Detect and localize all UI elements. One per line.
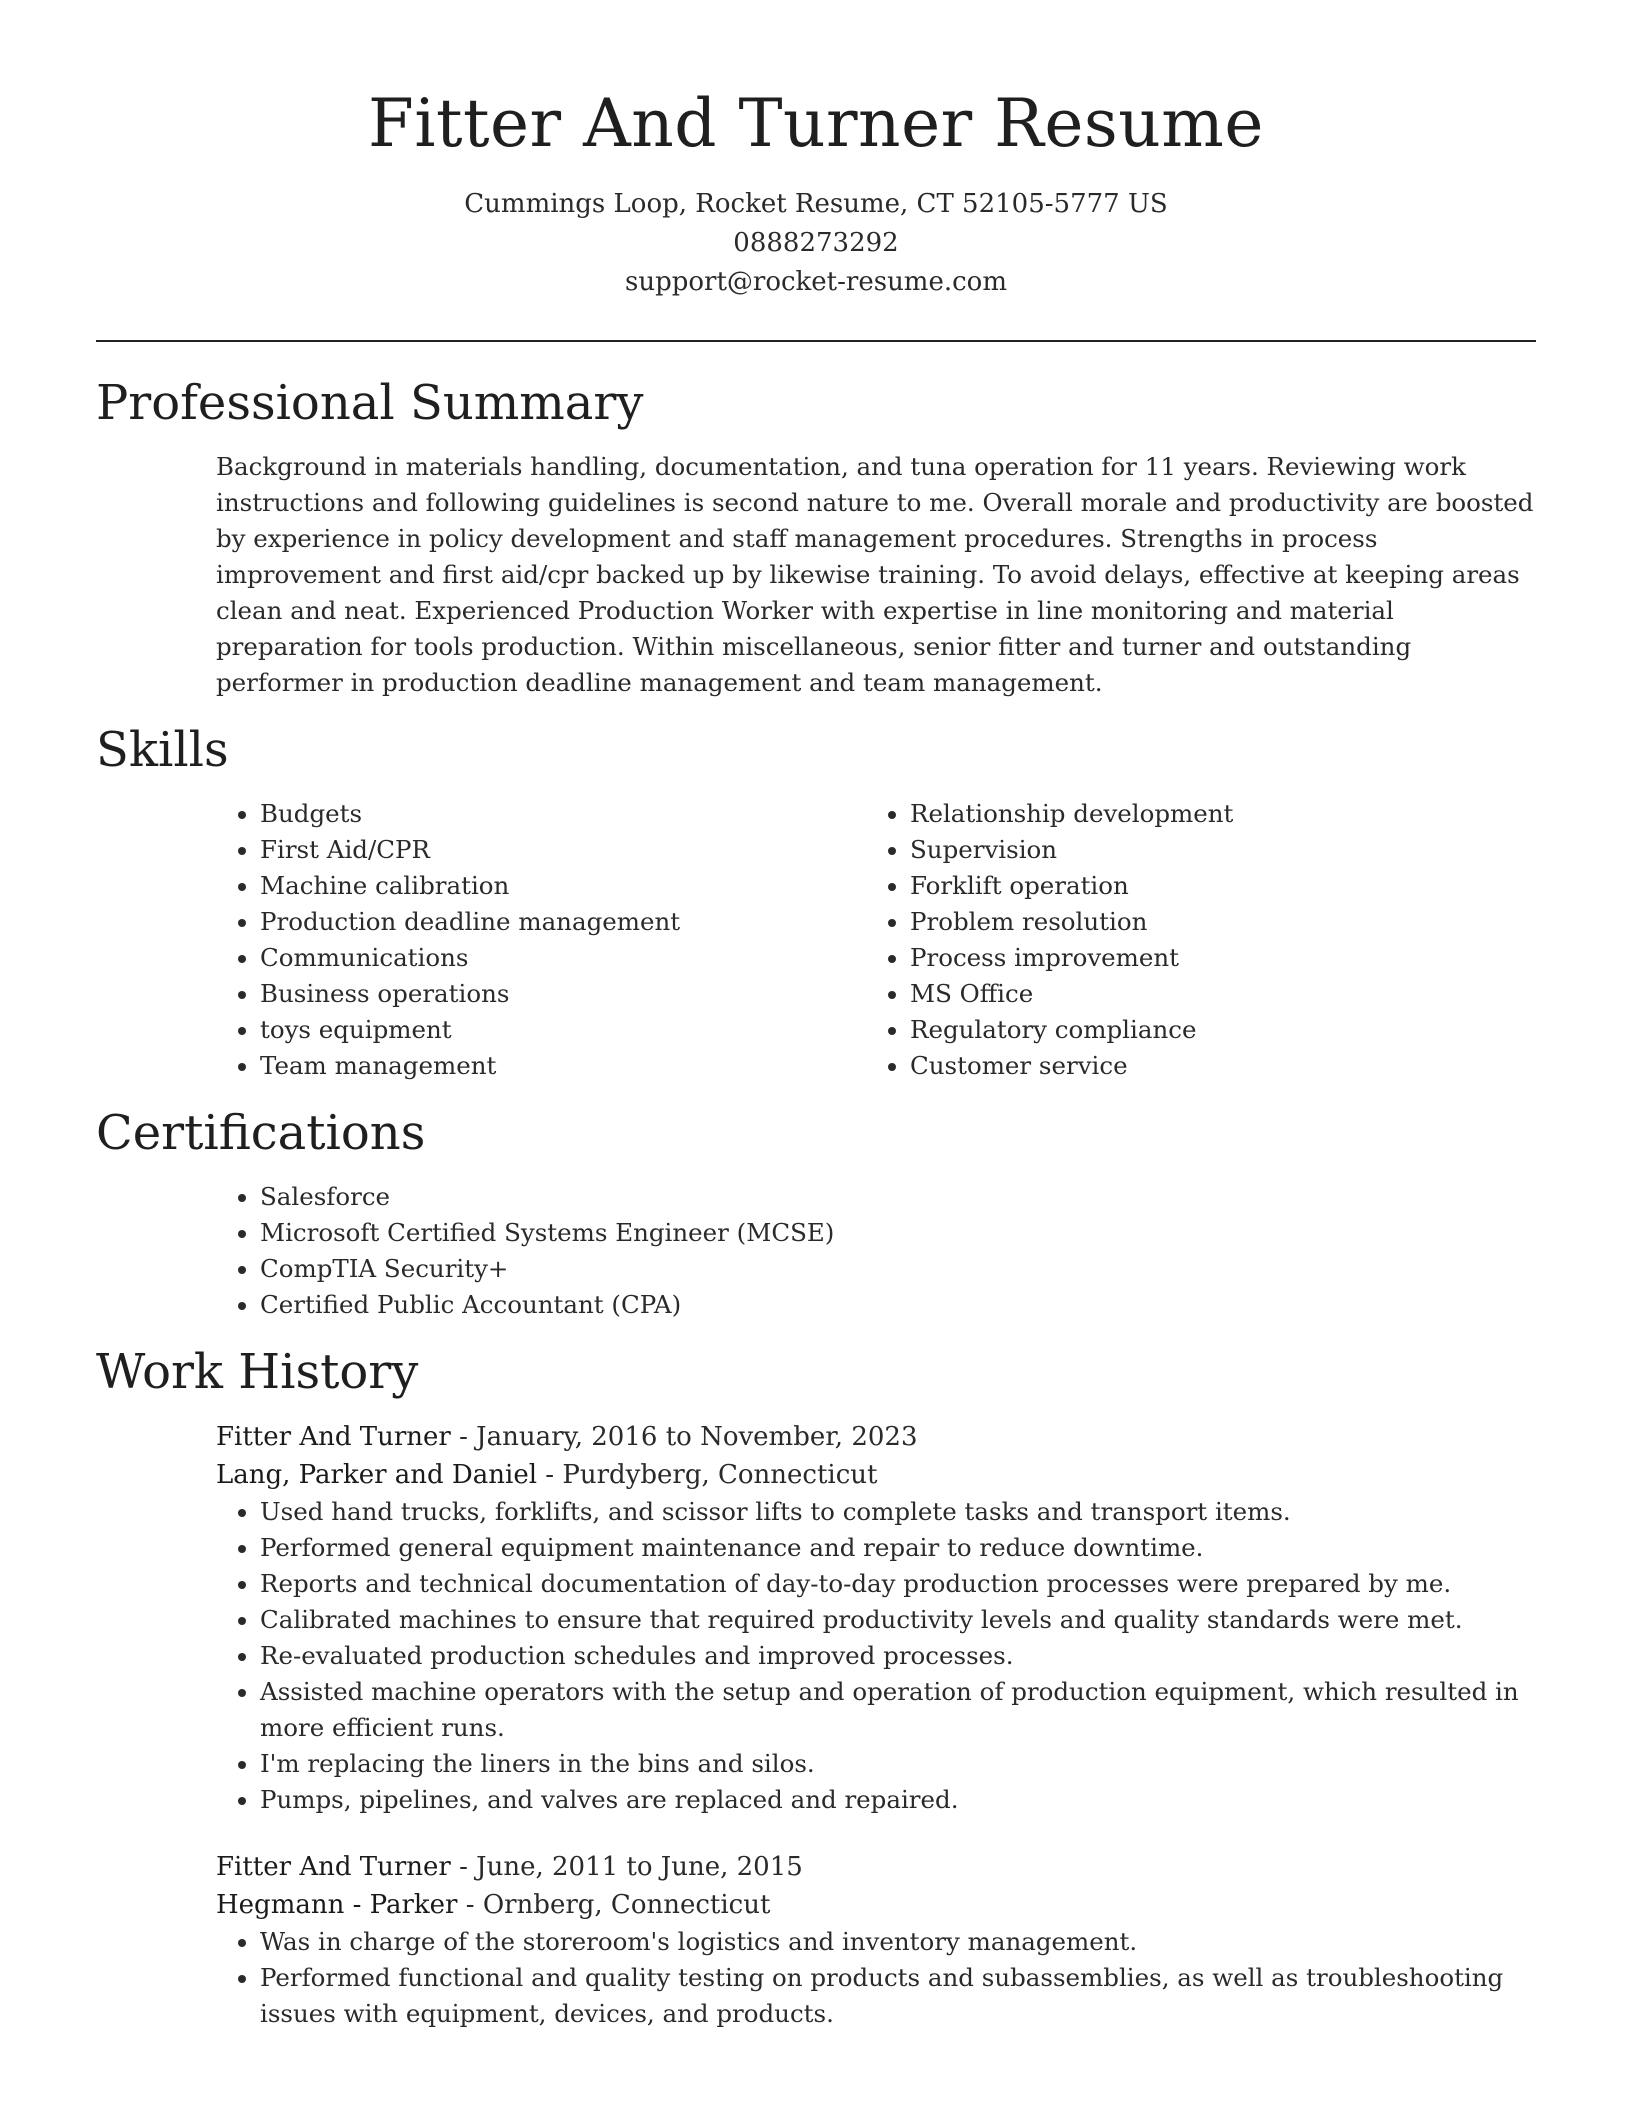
summary-heading: Professional Summary — [96, 374, 644, 431]
skill-item: • Budgets — [260, 796, 866, 832]
job-title-line — [216, 1418, 1536, 1456]
skill-item: • MS Office — [910, 976, 1516, 1012]
certification-item: • CompTIA Security+ — [260, 1251, 1536, 1287]
job-company: Hegmann - Parker — [216, 1890, 458, 1921]
skill-item: • Problem resolution — [910, 904, 1516, 940]
summary-section — [96, 376, 1536, 701]
contact-phone: 0888273292 — [733, 227, 899, 258]
certification-item: • Microsoft Certified Systems Engineer (MCSE) — [260, 1215, 1536, 1251]
skill-item: • Communications — [260, 940, 866, 976]
skills-column-left — [216, 796, 866, 1084]
skill-item: • Forklift operation — [910, 868, 1516, 904]
skills-section — [96, 723, 1536, 1084]
resume-title: Fitter And Turner Resume — [368, 85, 1264, 162]
certification-item: • Certified Public Accountant (CPA) — [260, 1287, 1536, 1323]
job-dates: - January, 2016 to November, 2023 — [450, 1422, 918, 1453]
job-bullet: • Pumps, pipelines, and valves are replaced and repaired. — [260, 1782, 1536, 1818]
skill-item: • Supervision — [910, 832, 1516, 868]
job-entry — [96, 1418, 1536, 1818]
contact-address: Cummings Loop, Rocket Resume, CT 52105-5777 US — [464, 188, 1168, 219]
skill-item: • Team management — [260, 1048, 866, 1084]
header-divider — [96, 340, 1536, 342]
skills-heading: Skills — [96, 721, 229, 778]
certifications-section — [96, 1106, 1536, 1323]
job-bullets — [216, 1924, 1536, 2032]
skills-grid — [96, 796, 1536, 1084]
skill-item: • Process improvement — [910, 940, 1516, 976]
job-company-line — [216, 1456, 1536, 1494]
job-location: - Purdyberg, Connecticut — [537, 1460, 878, 1491]
job-title-line — [216, 1848, 1536, 1886]
job-bullet: • Re-evaluated production schedules and improved processes. — [260, 1638, 1536, 1674]
certification-item: • Salesforce — [260, 1179, 1536, 1215]
skill-item: • Production deadline management — [260, 904, 866, 940]
job-bullet: • Used hand trucks, forklifts, and scissor lifts to complete tasks and transport items. — [260, 1494, 1536, 1530]
job-company: Lang, Parker and Daniel — [216, 1460, 538, 1491]
job-role: Fitter And Turner — [216, 1852, 451, 1883]
job-role: Fitter And Turner — [216, 1422, 451, 1453]
job-bullet: • Reports and technical documentation of day-to-day production processes were prepared by me. — [260, 1566, 1536, 1602]
certifications-heading: Certifications — [96, 1104, 426, 1161]
work-history-heading: Work History — [96, 1344, 419, 1401]
job-company-line — [216, 1886, 1536, 1924]
skill-item: • First Aid/CPR — [260, 832, 866, 868]
skill-item: • Business operations — [260, 976, 866, 1012]
job-bullet: • Assisted machine operators with the setup and operation of production equipment, which resulted in more efficient runs. — [260, 1674, 1536, 1746]
contact-email: support@rocket-resume.com — [624, 266, 1007, 297]
summary-text: Background in materials handling, documentation, and tuna operation for 11 years. Reviewing work instructions and following guidelines is second nature to me. Overall morale and productivity are boosted by experience in policy development and staff management procedures. Strengths in process improvement and first aid/cpr backed up by likewise training. To avoid delays, effective at keeping areas clean and neat. Experienced Production Worker with expertise in line monitoring and material preparation for tools production. Within miscellaneous, senior fitter and turner and outstanding performer in production deadline management and team management. — [216, 451, 1534, 697]
job-entry — [96, 1848, 1536, 2032]
job-bullet: • I'm replacing the liners in the bins and silos. — [260, 1746, 1536, 1782]
job-bullet: • Performed general equipment maintenance and repair to reduce downtime. — [260, 1530, 1536, 1566]
job-dates: - June, 2011 to June, 2015 — [450, 1852, 803, 1883]
job-bullet: • Was in charge of the storeroom's logistics and inventory management. — [260, 1924, 1536, 1960]
work-history-section — [96, 1345, 1536, 2032]
job-bullet: • Calibrated machines to ensure that required productivity levels and quality standards were met. — [260, 1602, 1536, 1638]
resume-header — [96, 85, 1536, 302]
skill-item: • Customer service — [910, 1048, 1516, 1084]
skill-item: • Machine calibration — [260, 868, 866, 904]
skill-item: • Relationship development — [910, 796, 1516, 832]
job-bullets — [216, 1494, 1536, 1818]
skills-column-right — [866, 796, 1516, 1084]
job-location: - Ornberg, Connecticut — [457, 1890, 771, 1921]
skill-item: • toys equipment — [260, 1012, 866, 1048]
skill-item: • Regulatory compliance — [910, 1012, 1516, 1048]
job-bullet: • Performed functional and quality testing on products and subassemblies, as well as troubleshooting issues with equipment, devices, and products. — [260, 1960, 1536, 2032]
